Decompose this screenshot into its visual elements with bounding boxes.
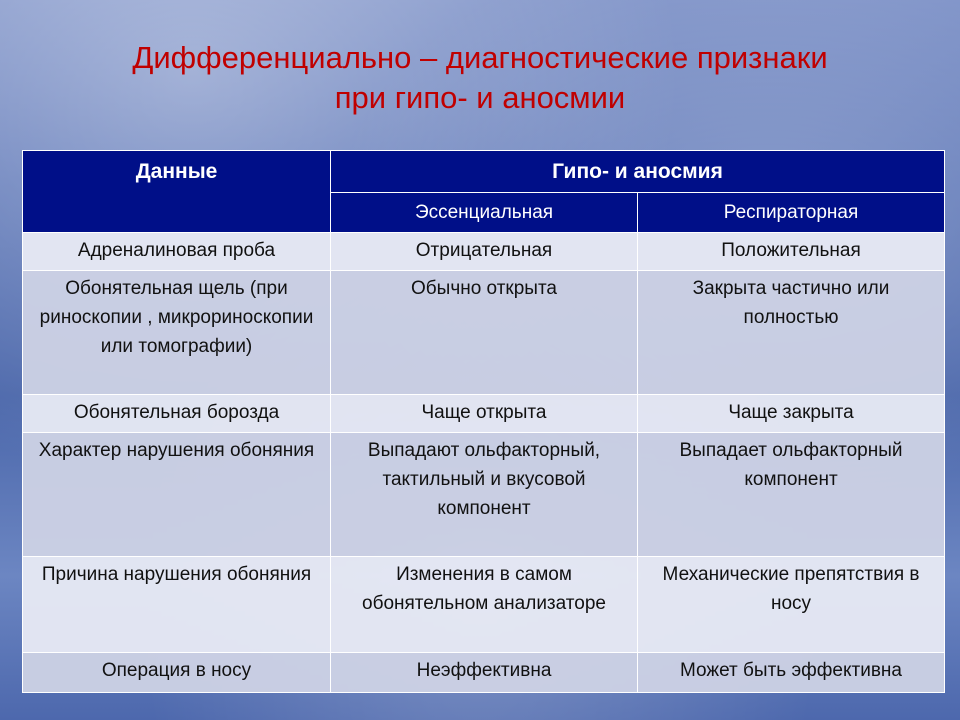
cell-respiratory: Может быть эффективна: [638, 653, 945, 693]
comparison-table: [22, 150, 945, 693]
cell-data: Обонятельная борозда: [23, 395, 331, 433]
title-line-1: Дифференциально – диагностические признаки: [132, 40, 828, 75]
slide-title: [0, 38, 960, 118]
cell-respiratory: Чаще закрыта: [638, 395, 945, 433]
cell-data: Характер нарушения обоняния: [23, 433, 331, 557]
cell-data: Адреналиновая проба: [23, 233, 331, 271]
cell-respiratory: Выпадает ольфакторный компонент: [638, 433, 945, 557]
header-respiratory: Респираторная: [638, 193, 945, 233]
cell-data: Причина нарушения обоняния: [23, 557, 331, 653]
header-data: Данные: [23, 151, 331, 233]
cell-essential: Обычно открыта: [331, 271, 638, 395]
cell-essential: Изменения в самом обонятельном анализаторе: [331, 557, 638, 653]
table-row: [23, 233, 945, 271]
cell-respiratory: Положительная: [638, 233, 945, 271]
cell-data: Операция в носу: [23, 653, 331, 693]
cell-essential: Отрицательная: [331, 233, 638, 271]
table-row: [23, 271, 945, 395]
header-essential: Эссенциальная: [331, 193, 638, 233]
cell-data: Обонятельная щель (при риноскопии , микрориноскопии или томографии): [23, 271, 331, 395]
table-row: [23, 653, 945, 693]
cell-essential: Выпадают ольфакторный, тактильный и вкусовой компонент: [331, 433, 638, 557]
table-row: [23, 395, 945, 433]
cell-essential: Чаще открыта: [331, 395, 638, 433]
table-row: [23, 433, 945, 557]
title-line-2: при гипо- и аносмии: [334, 80, 626, 115]
cell-respiratory: Механические препятствия в носу: [638, 557, 945, 653]
cell-essential: Неэффективна: [331, 653, 638, 693]
table-row: [23, 557, 945, 653]
header-hypo-anosmia: Гипо- и аносмия: [331, 151, 945, 193]
cell-respiratory: Закрыта частично или полностью: [638, 271, 945, 395]
